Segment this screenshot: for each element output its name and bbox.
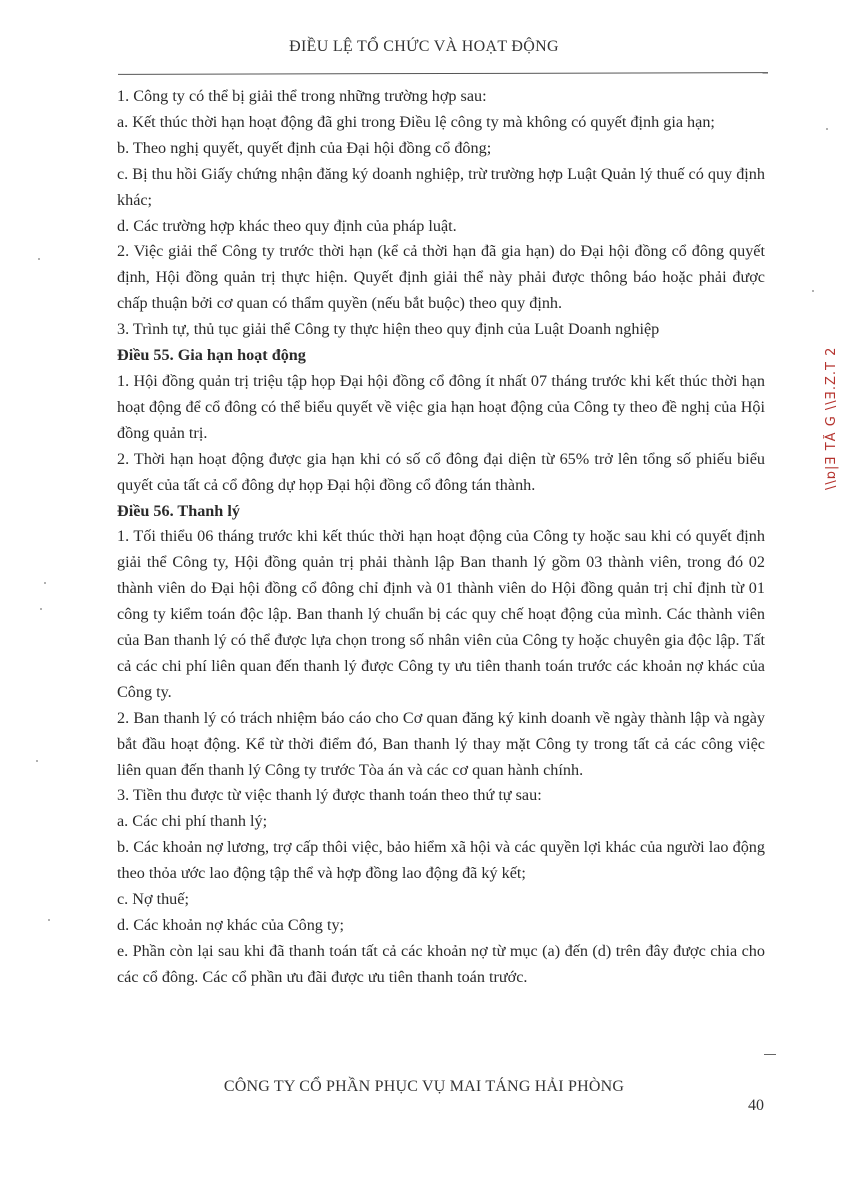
page-footer-company: CÔNG TY CỔ PHẦN PHỤC VỤ MAI TÁNG HẢI PHÒNG bbox=[223, 1078, 625, 1095]
paragraph: a. Các chi phí thanh lý; bbox=[117, 812, 268, 831]
paragraph: d. Các trường hợp khác theo quy định của pháp luật. bbox=[117, 216, 457, 235]
paragraph: c. Bị thu hồi Giấy chứng nhận đăng ký doanh nghiệp, trừ trường hợp Luật Quản lý thuế có quy định khác; bbox=[117, 164, 765, 209]
paragraph: b. Theo nghị quyết, quyết định của Đại hội đồng cổ đông; bbox=[117, 138, 492, 157]
scan-speck bbox=[826, 128, 828, 130]
paragraph: e. Phần còn lại sau khi đã thanh toán tất cả các khoản nợ từ mục (a) đến (d) trên đây được chia cho các cổ đông. Các cổ phần ưu đãi được ưu tiên thanh toán trước. bbox=[117, 941, 765, 986]
paragraph: 1. Hội đồng quản trị triệu tập họp Đại hội đồng cổ đông ít nhất 07 tháng trước khi kết thúc thời hạn hoạt động để cổ đông có thể biểu quyết về việc gia hạn hoạt động của Công ty theo đề nghị của Hội đồng quản trị. bbox=[117, 371, 765, 442]
paragraph: 2. Thời hạn hoạt động được gia hạn khi có số cổ đông đại diện từ 65% trở lên tổng số phiếu biểu quyết của tất cả cổ đông dự họp Đại hội đồng cổ đông tán thành. bbox=[117, 449, 765, 494]
header-divider bbox=[118, 72, 768, 75]
paragraph: 3. Trình tự, thủ tục giải thể Công ty thực hiện theo quy định của Luật Doanh nghiệp bbox=[117, 320, 660, 339]
paragraph: b. Các khoản nợ lương, trợ cấp thôi việc, bảo hiểm xã hội và các quyền lợi khác của người lao động theo thỏa ước lao động tập thể và hợp đồng lao động đã ký kết; bbox=[117, 838, 765, 883]
paragraph: c. Nợ thuế; bbox=[117, 890, 189, 909]
scan-speck bbox=[36, 760, 38, 762]
paragraph: 2. Ban thanh lý có trách nhiệm báo cáo cho Cơ quan đăng ký kinh doanh về ngày thành lập và ngày bắt đầu hoạt động. Kể từ thời điểm đó, Ban thanh lý thay mặt Công ty trong tất cả các công việc liên quan đến thanh lý Công ty trước Tòa án và các cơ quan hành chính. bbox=[117, 708, 765, 779]
margin-handwritten-annotation: \\ɒ|Ǝ TĂ G \\Ǝ.Z.T 2 bbox=[824, 346, 839, 490]
scan-speck bbox=[48, 919, 50, 921]
page-number: 40 bbox=[748, 1097, 764, 1114]
scan-speck bbox=[812, 290, 814, 292]
paragraph: 3. Tiền thu được từ việc thanh lý được thanh toán theo thứ tự sau: bbox=[117, 786, 542, 805]
scan-speck bbox=[44, 582, 46, 584]
article-heading: Điều 56. Thanh lý bbox=[117, 501, 240, 520]
paragraph: 2. Việc giải thể Công ty trước thời hạn (kể cả thời hạn đã gia hạn) do Đại hội đồng cổ đông quyết định, Hội đồng quản trị thực hiện. Quyết định giải thể này phải được thông báo hoặc phải được chấp thuận bởi cơ quan có thẩm quyền (nếu bắt buộc) theo quy định. bbox=[117, 242, 765, 313]
article-heading: Điều 55. Gia hạn hoạt động bbox=[117, 346, 306, 365]
paragraph: 1. Tối thiểu 06 tháng trước khi kết thúc thời hạn hoạt động của Công ty hoặc sau khi có quyết định giải thể Công ty, Hội đồng quản trị phải thành lập Ban thanh lý gồm 03 thành viên, trong đó 02 thành viên do Đại hội đồng cổ đông chỉ định và 01 thành viên do Hội đồng quản trị chỉ định từ 01 công ty kiểm toán độc lập. Ban thanh lý chuẩn bị các quy chế hoạt động của mình. Các thành viên của Ban thanh lý có thể được lựa chọn trong số nhân viên của Công ty hoặc chuyên gia độc lập. Tất cả các chi phí liên quan đến thanh lý được Công ty ưu tiên thanh toán trước các khoản nợ khác của Công ty. bbox=[117, 527, 765, 701]
document-body bbox=[117, 84, 765, 991]
page-header-title: ĐIỀU LỆ TỔ CHỨC VÀ HOẠT ĐỘNG bbox=[289, 38, 559, 55]
paragraph: 1. Công ty có thể bị giải thể trong những trường hợp sau: bbox=[117, 87, 487, 105]
paragraph: d. Các khoản nợ khác của Công ty; bbox=[117, 916, 345, 934]
paragraph: a. Kết thúc thời hạn hoạt động đã ghi trong Điều lệ công ty mà không có quyết định gia hạn; bbox=[117, 112, 715, 131]
margin-dash-mark bbox=[764, 1054, 776, 1055]
scan-speck bbox=[40, 608, 42, 610]
scan-speck bbox=[38, 258, 40, 260]
